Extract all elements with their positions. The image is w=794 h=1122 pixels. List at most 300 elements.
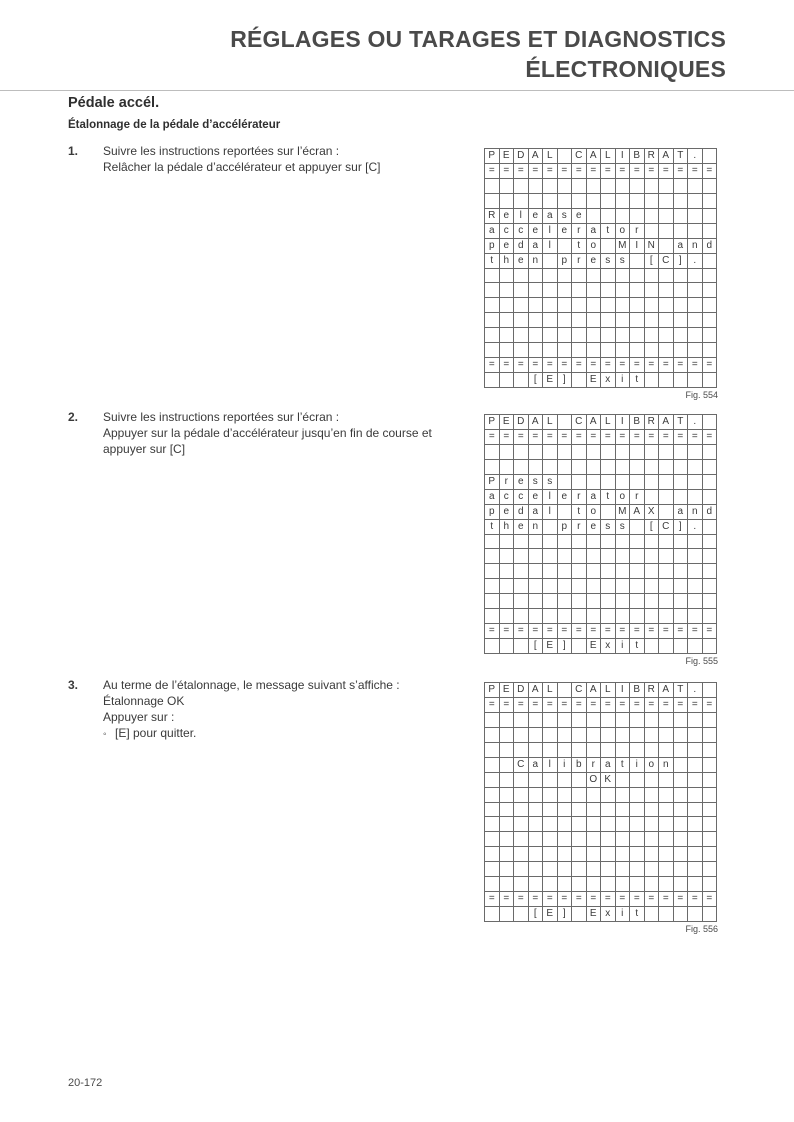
lcd-cell bbox=[601, 475, 616, 490]
lcd-cell bbox=[659, 239, 674, 254]
lcd-cell bbox=[543, 445, 558, 460]
lcd-cell bbox=[703, 373, 718, 388]
lcd-cell: = bbox=[703, 624, 718, 639]
lcd-cell: E bbox=[587, 373, 602, 388]
lcd-cell: s bbox=[616, 520, 631, 535]
lcd-cell bbox=[674, 743, 689, 758]
lcd-cell bbox=[616, 343, 631, 358]
lcd-cell: = bbox=[674, 698, 689, 713]
lcd-cell bbox=[485, 758, 500, 773]
lcd-cell bbox=[674, 728, 689, 743]
lcd-cell: = bbox=[659, 892, 674, 907]
lcd-cell bbox=[688, 564, 703, 579]
lcd-cell: d bbox=[514, 505, 529, 520]
lcd-cell bbox=[703, 209, 718, 224]
lcd-cell: s bbox=[529, 475, 544, 490]
lcd-cell: e bbox=[529, 209, 544, 224]
lcd-cell bbox=[543, 817, 558, 832]
lcd-cell bbox=[529, 803, 544, 818]
lcd-cell: a bbox=[674, 505, 689, 520]
lcd-cell bbox=[703, 594, 718, 609]
lcd-cell bbox=[616, 475, 631, 490]
lcd-cell bbox=[485, 907, 500, 922]
lcd-cell: = bbox=[514, 624, 529, 639]
lcd-cell bbox=[500, 713, 515, 728]
lcd-cell bbox=[529, 460, 544, 475]
lcd-cell: t bbox=[572, 239, 587, 254]
lcd-cell bbox=[485, 862, 500, 877]
lcd-cell: = bbox=[601, 698, 616, 713]
lcd-cell: = bbox=[630, 624, 645, 639]
lcd-cell bbox=[659, 460, 674, 475]
lcd-cell bbox=[529, 194, 544, 209]
lcd-cell bbox=[630, 564, 645, 579]
lcd-cell: t bbox=[630, 639, 645, 654]
lcd-cell bbox=[572, 298, 587, 313]
lcd-cell: = bbox=[601, 624, 616, 639]
lcd-cell bbox=[587, 313, 602, 328]
lcd-cell: t bbox=[616, 758, 631, 773]
lcd-cell bbox=[659, 549, 674, 564]
lcd-cell bbox=[500, 788, 515, 803]
lcd-cell bbox=[587, 343, 602, 358]
lcd-cell bbox=[645, 343, 660, 358]
lcd-cell bbox=[688, 639, 703, 654]
lcd-cell: C bbox=[572, 149, 587, 164]
step-2 bbox=[68, 409, 480, 469]
lcd-cell: r bbox=[630, 224, 645, 239]
step-line: Appuyer sur la pédale d’accélérateur jusqu’en fin de course et appuyer sur [C] bbox=[103, 426, 432, 456]
lcd-cell: = bbox=[485, 164, 500, 179]
lcd-cell: h bbox=[500, 520, 515, 535]
lcd-cell: = bbox=[587, 358, 602, 373]
lcd-cell bbox=[659, 535, 674, 550]
lcd-cell bbox=[543, 743, 558, 758]
lcd-cell bbox=[616, 313, 631, 328]
lcd-cell: c bbox=[500, 224, 515, 239]
lcd-cell bbox=[601, 832, 616, 847]
lcd-cell: I bbox=[616, 415, 631, 430]
lcd-cell bbox=[630, 713, 645, 728]
lcd-cell bbox=[630, 832, 645, 847]
lcd-cell bbox=[572, 579, 587, 594]
lcd-cell bbox=[529, 847, 544, 862]
lcd-cell bbox=[587, 269, 602, 284]
lcd-cell: A bbox=[587, 149, 602, 164]
lcd-cell bbox=[630, 179, 645, 194]
lcd-cell: = bbox=[616, 358, 631, 373]
lcd-cell: = bbox=[659, 698, 674, 713]
lcd-cell bbox=[485, 535, 500, 550]
lcd-cell bbox=[630, 847, 645, 862]
lcd-cell bbox=[703, 862, 718, 877]
lcd-cell bbox=[514, 832, 529, 847]
lcd-cell bbox=[572, 803, 587, 818]
step-line: Étalonnage OK bbox=[103, 694, 185, 708]
lcd-cell bbox=[558, 269, 573, 284]
lcd-cell bbox=[543, 179, 558, 194]
lcd-cell bbox=[703, 520, 718, 535]
lcd-cell: n bbox=[688, 239, 703, 254]
lcd-cell bbox=[703, 728, 718, 743]
lcd-cell: ] bbox=[674, 254, 689, 269]
lcd-cell bbox=[529, 862, 544, 877]
lcd-cell bbox=[630, 298, 645, 313]
lcd-cell: ] bbox=[674, 520, 689, 535]
lcd-cell bbox=[645, 803, 660, 818]
lcd-cell bbox=[558, 564, 573, 579]
lcd-cell bbox=[529, 773, 544, 788]
lcd-cell bbox=[514, 862, 529, 877]
lcd-cell bbox=[688, 773, 703, 788]
lcd-cell: s bbox=[616, 254, 631, 269]
lcd-cell bbox=[514, 713, 529, 728]
lcd-cell bbox=[572, 328, 587, 343]
lcd-cell bbox=[688, 460, 703, 475]
lcd-screen-grid bbox=[484, 682, 717, 922]
lcd-cell: p bbox=[485, 505, 500, 520]
step-line: Suivre les instructions reportées sur l’écran : bbox=[103, 410, 340, 424]
lcd-cell bbox=[500, 803, 515, 818]
lcd-cell bbox=[688, 343, 703, 358]
lcd-cell bbox=[572, 728, 587, 743]
lcd-cell: . bbox=[688, 254, 703, 269]
lcd-cell bbox=[703, 639, 718, 654]
lcd-cell bbox=[659, 862, 674, 877]
lcd-cell bbox=[543, 713, 558, 728]
lcd-cell bbox=[529, 564, 544, 579]
lcd-cell: A bbox=[587, 415, 602, 430]
lcd-cell bbox=[500, 728, 515, 743]
lcd-cell bbox=[500, 564, 515, 579]
lcd-cell: = bbox=[529, 892, 544, 907]
lcd-cell: = bbox=[543, 624, 558, 639]
lcd-cell bbox=[601, 728, 616, 743]
lcd-cell bbox=[659, 269, 674, 284]
lcd-cell: c bbox=[514, 224, 529, 239]
lcd-cell bbox=[630, 313, 645, 328]
lcd-cell bbox=[500, 445, 515, 460]
lcd-cell: l bbox=[543, 224, 558, 239]
lcd-cell bbox=[543, 549, 558, 564]
lcd-cell bbox=[543, 520, 558, 535]
lcd-cell: E bbox=[500, 149, 515, 164]
lcd-cell: = bbox=[514, 164, 529, 179]
lcd-cell: = bbox=[514, 892, 529, 907]
lcd-cell bbox=[674, 535, 689, 550]
lcd-cell bbox=[500, 847, 515, 862]
lcd-cell: r bbox=[572, 254, 587, 269]
lcd-cell bbox=[703, 298, 718, 313]
lcd-cell bbox=[587, 298, 602, 313]
lcd-cell bbox=[514, 373, 529, 388]
lcd-cell bbox=[500, 862, 515, 877]
lcd-cell: [ bbox=[529, 373, 544, 388]
lcd-cell: e bbox=[558, 224, 573, 239]
lcd-cell bbox=[674, 209, 689, 224]
lcd-cell bbox=[529, 343, 544, 358]
lcd-cell bbox=[558, 505, 573, 520]
lcd-screen-grid bbox=[484, 414, 717, 654]
lcd-cell bbox=[616, 609, 631, 624]
lcd-cell bbox=[645, 194, 660, 209]
lcd-cell: = bbox=[630, 698, 645, 713]
lcd-cell bbox=[485, 609, 500, 624]
lcd-cell: a bbox=[485, 224, 500, 239]
lcd-cell bbox=[645, 877, 660, 892]
lcd-cell bbox=[703, 832, 718, 847]
lcd-cell bbox=[601, 609, 616, 624]
lcd-cell bbox=[500, 460, 515, 475]
lcd-cell bbox=[674, 862, 689, 877]
lcd-cell bbox=[558, 415, 573, 430]
lcd-cell bbox=[485, 832, 500, 847]
lcd-cell: r bbox=[572, 490, 587, 505]
lcd-cell bbox=[616, 803, 631, 818]
lcd-cell: A bbox=[659, 683, 674, 698]
lcd-cell bbox=[659, 803, 674, 818]
lcd-cell: P bbox=[485, 415, 500, 430]
lcd-cell bbox=[659, 445, 674, 460]
lcd-cell: = bbox=[601, 164, 616, 179]
lcd-cell bbox=[645, 817, 660, 832]
lcd-cell: = bbox=[688, 892, 703, 907]
lcd-cell bbox=[514, 313, 529, 328]
lcd-cell: L bbox=[543, 149, 558, 164]
lcd-cell bbox=[659, 773, 674, 788]
lcd-cell bbox=[645, 224, 660, 239]
step-number: 3. bbox=[68, 678, 79, 692]
lcd-cell bbox=[645, 328, 660, 343]
lcd-cell bbox=[645, 609, 660, 624]
lcd-cell bbox=[703, 743, 718, 758]
lcd-cell bbox=[630, 269, 645, 284]
lcd-cell bbox=[703, 224, 718, 239]
lcd-cell bbox=[703, 817, 718, 832]
lcd-cell bbox=[674, 298, 689, 313]
lcd-cell bbox=[514, 549, 529, 564]
lcd-cell: C bbox=[659, 254, 674, 269]
lcd-cell: = bbox=[572, 698, 587, 713]
lcd-cell bbox=[529, 328, 544, 343]
lcd-cell bbox=[688, 328, 703, 343]
lcd-cell bbox=[529, 877, 544, 892]
lcd-cell: = bbox=[601, 430, 616, 445]
lcd-cell bbox=[587, 847, 602, 862]
lcd-cell bbox=[645, 847, 660, 862]
lcd-cell: = bbox=[485, 358, 500, 373]
lcd-cell: = bbox=[543, 892, 558, 907]
lcd-cell bbox=[500, 832, 515, 847]
lcd-cell: = bbox=[659, 430, 674, 445]
lcd-cell bbox=[529, 609, 544, 624]
lcd-cell: = bbox=[500, 698, 515, 713]
lcd-cell bbox=[500, 179, 515, 194]
lcd-cell bbox=[485, 594, 500, 609]
lcd-cell: = bbox=[645, 358, 660, 373]
lcd-cell: = bbox=[616, 164, 631, 179]
lcd-cell bbox=[645, 564, 660, 579]
lcd-cell bbox=[616, 549, 631, 564]
lcd-cell: = bbox=[572, 358, 587, 373]
lcd-cell bbox=[587, 579, 602, 594]
lcd-cell: e bbox=[529, 224, 544, 239]
lcd-cell: D bbox=[514, 149, 529, 164]
lcd-cell bbox=[572, 907, 587, 922]
lcd-cell bbox=[558, 194, 573, 209]
lcd-cell: e bbox=[558, 490, 573, 505]
lcd-cell bbox=[659, 832, 674, 847]
lcd-cell: = bbox=[500, 358, 515, 373]
lcd-cell: h bbox=[500, 254, 515, 269]
lcd-cell: I bbox=[616, 149, 631, 164]
lcd-cell bbox=[587, 535, 602, 550]
lcd-cell: x bbox=[601, 907, 616, 922]
lcd-cell bbox=[485, 343, 500, 358]
lcd-cell bbox=[558, 475, 573, 490]
lcd-cell bbox=[514, 847, 529, 862]
lcd-cell bbox=[485, 847, 500, 862]
lcd-cell: A bbox=[529, 415, 544, 430]
lcd-cell bbox=[630, 788, 645, 803]
lcd-cell bbox=[645, 549, 660, 564]
lcd-cell bbox=[674, 877, 689, 892]
lcd-cell bbox=[514, 877, 529, 892]
step-text bbox=[103, 143, 478, 175]
lcd-cell: t bbox=[630, 373, 645, 388]
lcd-cell: B bbox=[630, 149, 645, 164]
figure-caption: Fig. 554 bbox=[685, 390, 718, 400]
lcd-cell: = bbox=[485, 430, 500, 445]
lcd-cell bbox=[529, 298, 544, 313]
lcd-cell bbox=[616, 862, 631, 877]
lcd-cell bbox=[558, 579, 573, 594]
lcd-cell: K bbox=[601, 773, 616, 788]
lcd-cell bbox=[587, 445, 602, 460]
lcd-cell bbox=[500, 743, 515, 758]
lcd-cell bbox=[703, 415, 718, 430]
lcd-cell bbox=[688, 713, 703, 728]
lcd-cell: C bbox=[514, 758, 529, 773]
lcd-cell: e bbox=[587, 254, 602, 269]
lcd-cell bbox=[674, 490, 689, 505]
lcd-cell: d bbox=[514, 239, 529, 254]
lcd-cell: = bbox=[616, 430, 631, 445]
lcd-cell bbox=[688, 609, 703, 624]
lcd-cell: T bbox=[674, 415, 689, 430]
lcd-cell: e bbox=[500, 239, 515, 254]
lcd-cell bbox=[587, 594, 602, 609]
lcd-cell: t bbox=[485, 520, 500, 535]
lcd-cell bbox=[601, 343, 616, 358]
step-number: 1. bbox=[68, 144, 79, 158]
lcd-cell bbox=[601, 269, 616, 284]
lcd-cell bbox=[703, 313, 718, 328]
lcd-cell bbox=[630, 520, 645, 535]
section-title: Pédale accél. bbox=[68, 95, 160, 111]
lcd-cell: = bbox=[616, 624, 631, 639]
lcd-cell: N bbox=[645, 239, 660, 254]
lcd-cell bbox=[587, 328, 602, 343]
lcd-cell: ] bbox=[558, 907, 573, 922]
lcd-cell bbox=[500, 907, 515, 922]
lcd-cell: ] bbox=[558, 373, 573, 388]
lcd-cell bbox=[558, 313, 573, 328]
lcd-cell: . bbox=[688, 683, 703, 698]
lcd-cell: p bbox=[558, 254, 573, 269]
lcd-cell bbox=[630, 328, 645, 343]
lcd-cell bbox=[514, 269, 529, 284]
lcd-screen-grid bbox=[484, 148, 717, 388]
lcd-cell bbox=[601, 328, 616, 343]
lcd-cell bbox=[703, 283, 718, 298]
lcd-cell bbox=[485, 373, 500, 388]
lcd-cell bbox=[616, 817, 631, 832]
lcd-cell bbox=[572, 475, 587, 490]
lcd-cell: = bbox=[587, 430, 602, 445]
lcd-cell: = bbox=[630, 164, 645, 179]
lcd-cell bbox=[616, 594, 631, 609]
lcd-cell bbox=[659, 728, 674, 743]
lcd-cell bbox=[630, 549, 645, 564]
lcd-cell bbox=[514, 788, 529, 803]
lcd-cell bbox=[529, 179, 544, 194]
lcd-cell: e bbox=[587, 520, 602, 535]
lcd-cell bbox=[630, 254, 645, 269]
lcd-cell bbox=[674, 788, 689, 803]
lcd-cell bbox=[514, 579, 529, 594]
lcd-cell bbox=[587, 803, 602, 818]
lcd-cell bbox=[485, 313, 500, 328]
lcd-cell bbox=[659, 343, 674, 358]
lcd-cell bbox=[558, 328, 573, 343]
lcd-cell bbox=[485, 445, 500, 460]
lcd-cell bbox=[587, 817, 602, 832]
lcd-cell bbox=[514, 907, 529, 922]
lcd-cell bbox=[630, 475, 645, 490]
lcd-cell: s bbox=[543, 475, 558, 490]
lcd-cell bbox=[587, 475, 602, 490]
lcd-cell bbox=[601, 594, 616, 609]
lcd-cell bbox=[485, 564, 500, 579]
lcd-cell bbox=[674, 269, 689, 284]
lcd-cell: = bbox=[601, 358, 616, 373]
lcd-cell bbox=[645, 743, 660, 758]
lcd-cell: a bbox=[529, 239, 544, 254]
lcd-cell: s bbox=[558, 209, 573, 224]
lcd-cell: = bbox=[543, 430, 558, 445]
lcd-cell: i bbox=[616, 639, 631, 654]
lcd-cell bbox=[529, 535, 544, 550]
lcd-cell bbox=[529, 579, 544, 594]
lcd-cell bbox=[703, 847, 718, 862]
lcd-cell bbox=[688, 758, 703, 773]
lcd-cell bbox=[674, 907, 689, 922]
lcd-cell bbox=[688, 313, 703, 328]
lcd-cell bbox=[659, 639, 674, 654]
lcd-cell bbox=[703, 788, 718, 803]
lcd-cell bbox=[616, 460, 631, 475]
lcd-cell: = bbox=[558, 164, 573, 179]
lcd-cell bbox=[688, 594, 703, 609]
lcd-cell: = bbox=[659, 624, 674, 639]
lcd-cell bbox=[514, 535, 529, 550]
lcd-cell bbox=[659, 194, 674, 209]
lcd-cell bbox=[543, 343, 558, 358]
lcd-cell bbox=[543, 579, 558, 594]
lcd-cell: s bbox=[601, 520, 616, 535]
lcd-cell bbox=[703, 328, 718, 343]
